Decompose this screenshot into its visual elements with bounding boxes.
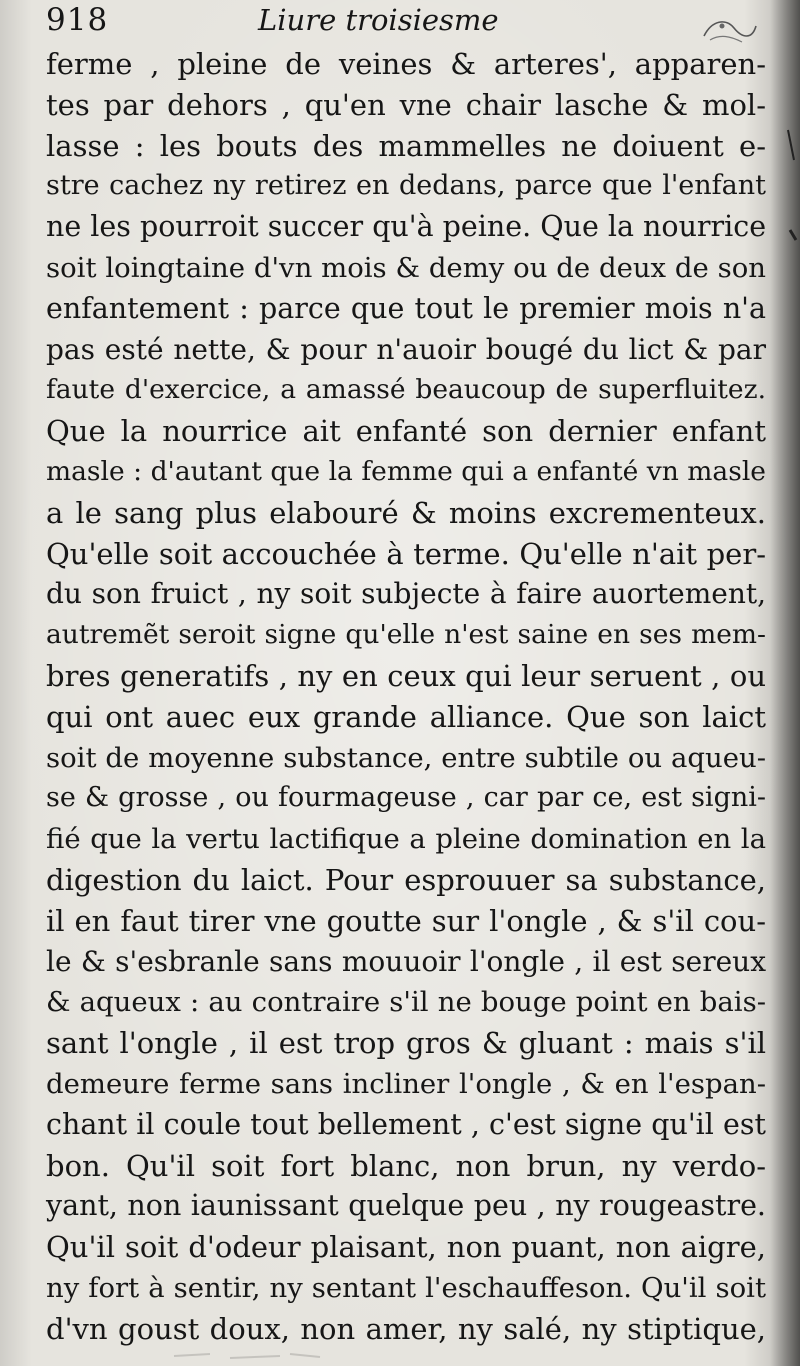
running-head xyxy=(40,0,740,40)
text-line: ny fort à sentir, ny sentant l'eschauffeson. Qu'il soit xyxy=(46,1271,766,1304)
text-line: il en faut tirer vne goutte sur l'ongle , & s'il cou- xyxy=(46,903,766,938)
text-line: a le sang plus elabouré & moins excrementeux. xyxy=(46,495,766,530)
text-line: autremẽt seroit signe qu'elle n'est saine en ses mem- xyxy=(46,619,766,651)
text-line: bres generatifs , ny en ceux qui leur seruent , ou xyxy=(46,658,766,693)
text-line: Qu'il soit d'odeur plaisant, non puant, non aigre, xyxy=(46,1230,766,1265)
ink-smudge-mark xyxy=(700,14,760,48)
text-line: faute d'exercice, a amassé beaucoup de superfluitez. xyxy=(46,374,766,406)
text-line: sant l'ongle , il est trop gros & gluant : mais s'il xyxy=(46,1026,766,1061)
page-edge-shadow xyxy=(770,0,800,1366)
text-line: Qu'elle soit accouchée à terme. Qu'elle n'ait per- xyxy=(46,536,766,571)
text-line: yant, non iaunissant quelque peu , ny rougeastre. xyxy=(46,1189,766,1223)
text-line: d'vn goust doux, non amer, ny salé, ny stiptique, xyxy=(46,1311,766,1346)
text-line: bon. Qu'il soit fort blanc, non brun, ny verdo- xyxy=(46,1148,766,1183)
text-line: lasse : les bouts des mammelles ne doiuent e- xyxy=(46,128,766,163)
text-line: chant il coule tout bellement , c'est signe qu'il est xyxy=(46,1107,766,1141)
text-line: du son fruict , ny soit subjecte à faire auortement, xyxy=(46,577,766,611)
text-line: digestion du laict. Pour esprouuer sa substance, xyxy=(46,862,766,897)
running-title: Liure troisiesme xyxy=(258,3,499,37)
text-line: ferme , pleine de veines & arteres', apparen- xyxy=(46,47,766,81)
text-line: se & grosse , ou fourmageuse , car par ce, est signi- xyxy=(46,782,766,814)
page-number: 918 xyxy=(46,2,109,38)
text-line: stre cachez ny retirez en dedans, parce que l'enfant xyxy=(46,170,766,202)
text-line: demeure ferme sans incliner l'ongle , & en l'espan- xyxy=(46,1067,766,1100)
text-line: ne les pourroit succer qu'à peine. Que la nourrice xyxy=(46,210,767,244)
show-through-marks xyxy=(170,1326,330,1366)
text-line: enfantement : parce que tout le premier mois n'a xyxy=(46,291,766,325)
text-line: le & s'esbranle sans mouuoir l'ongle , il est sereux xyxy=(46,944,766,978)
text-line: fié que la vertu lactifique a pleine domination en la xyxy=(46,823,766,856)
text-line: qui ont auec eux grande alliance. Que son laict xyxy=(46,699,766,734)
text-line: & aqueux : au contraire s'il ne bouge point en bais- xyxy=(46,986,766,1019)
text-line: soit loingtaine d'vn mois & demy ou de deux de son xyxy=(46,251,766,284)
text-line: masle : d'autant que la femme qui a enfanté vn masle xyxy=(46,455,766,487)
text-line: pas esté nette, & pour n'auoir bougé du lict & par xyxy=(46,332,766,366)
text-line: Que la nourrice ait enfanté son dernier enfant xyxy=(46,414,766,449)
text-line: tes par dehors , qu'en vne chair lasche & mol- xyxy=(46,87,766,122)
text-line: soit de moyenne substance, entre subtile ou aqueu- xyxy=(46,741,766,774)
body-text xyxy=(46,44,766,1350)
